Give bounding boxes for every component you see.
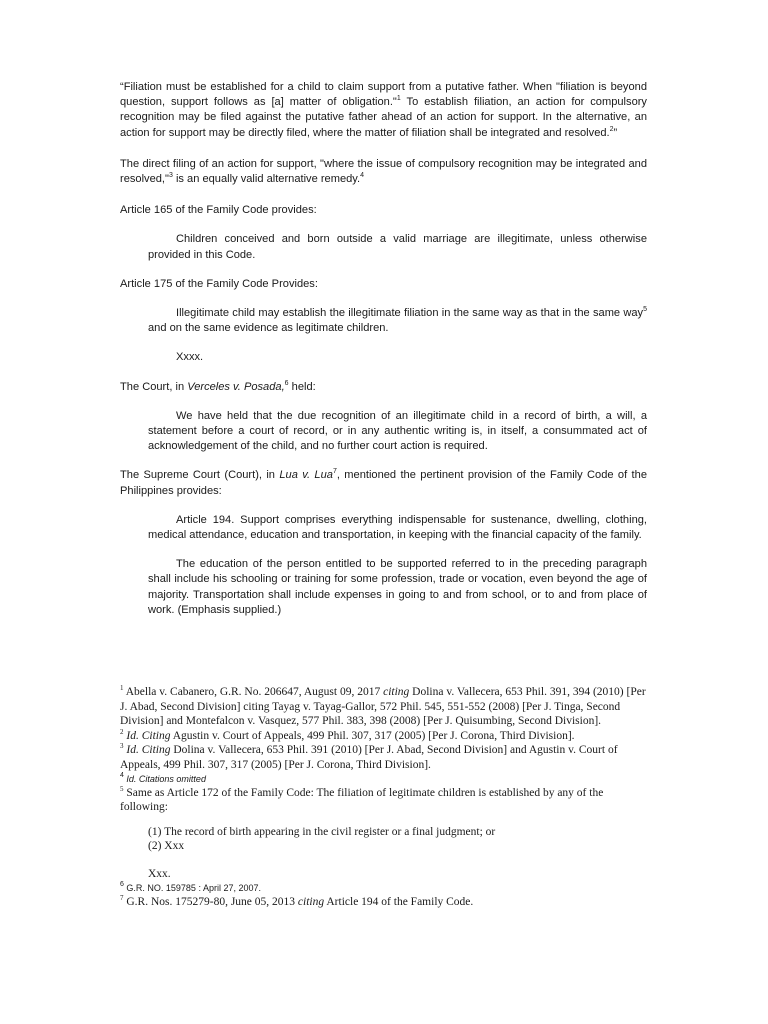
- paragraph-text: “Filiation must be established for a child to claim support from a putative father. When "filiation is beyond question, support follows as [a] matter of obligation.": [120, 81, 647, 109]
- footnote-ref[interactable]: 2: [609, 125, 614, 133]
- footnote-text: Agustin v. Court of Appeals, 499 Phil. 307, 317 (2005) [Per J. Corona, Third Division].: [170, 729, 575, 742]
- paragraph-text: The Supreme Court (Court), in: [120, 469, 280, 482]
- case-name: Lua v. Lua: [279, 469, 333, 482]
- paragraph-text: held:: [288, 380, 316, 393]
- footnote-number: 4: [120, 771, 124, 779]
- footnote-id-citing: Id. Citing: [123, 729, 171, 742]
- footnote-text: Dolina v. Vallecera, 653 Phil. 391 (2010) [Per J. Abad, Second Division] and Agustin v. Court of Appeals, 499 Phil. 307, 317 (2005) [Per J. Corona, Third Division].: [120, 744, 618, 771]
- footnote-7: [120, 895, 650, 910]
- quote-article-165: Children conceived and born outside a valid marriage are illegitimate, unless otherwise provided in this Code.: [148, 233, 647, 261]
- footnote-ref[interactable]: 7: [332, 468, 337, 476]
- footnote-ref[interactable]: 1: [396, 95, 401, 103]
- footnote-citing: citing: [297, 895, 325, 908]
- footnote-ref[interactable]: 3: [168, 172, 173, 180]
- footnote-text: Same as Article 172 of the Family Code: The filiation of legitimate children is established by any of the following:: [120, 786, 604, 814]
- paragraph-article-175-intro: Article 175 of the Family Code Provides:: [120, 277, 318, 290]
- paragraph-text: is an equally valid alternative remedy.: [172, 173, 361, 186]
- footnote-1: [120, 685, 650, 729]
- footnote-number: 6: [120, 880, 124, 888]
- paragraph-verceles: [120, 380, 647, 395]
- quote-text: Illegitimate child may establish the illegitimate filiation in the same way as that in the same way: [176, 307, 644, 320]
- footnote-text: Article 194 of the Family Code.: [324, 895, 474, 908]
- footnote-id-citing: Id. Citing: [123, 744, 171, 757]
- footnote-3: [120, 743, 650, 772]
- paragraph-article-165-intro: Article 165 of the Family Code provides:: [120, 204, 317, 217]
- quote-text: and on the same evidence as legitimate children.: [148, 322, 389, 335]
- footnote-ref[interactable]: 5: [643, 306, 647, 314]
- footnote-text: Id. Citations omitted: [123, 773, 206, 784]
- quote-article-194: Article 194. Support comprises everything indispensable for sustenance, dwelling, clothing, medical attendance, education and transportation, in keeping with the financial capacity of the family.: [148, 513, 647, 542]
- footnote-text: Dolina v. Vallecera, 653 Phil. 391, 394 (2010) [Per J. Abad, Second Division] citing Tayag v. Tayag-Gallor, 572 Phil. 545, 551-552 (2008) [Per J. Tinga, Second Division] and Montefalcon v. Vasquez, 577 Phil. 383, 398 (2008) [Per J. Quisumbing, Second Division].: [120, 686, 646, 728]
- quote-education: The education of the person entitled to be supported referred to in the preceding paragraph shall include his schooling or training for some profession, trade or vocation, even beyond the age of majority. Transportation shall include expenses in going to and from school, or to and from place of work. (Emphasis supplied.): [148, 558, 647, 616]
- footnote-number: 7: [120, 893, 124, 902]
- footnote-2: [120, 729, 650, 744]
- quote-verceles: We have held that the due recognition of an illegitimate child in a record of birth, a will, a statement before a court of record, or in any authentic writing is, in itself, a consummated act of acknowledgement of the child, and no further court action is required.: [148, 409, 647, 453]
- paragraph-text: To establish filiation, an action for compulsory recognition may be filed against the putative father ahead of an action for support. In the alternative, an action for support may be directly filed, where the matter of filiation shall be integrated and resolved.: [120, 96, 647, 139]
- case-name: Verceles v. Posada,: [187, 380, 285, 393]
- footnote-number: 1: [120, 684, 124, 692]
- document-body: [120, 80, 647, 632]
- footnote-text: G.R. Nos. 175279-80, June 05, 2013: [123, 895, 298, 908]
- footnote-ref[interactable]: 6: [284, 379, 289, 387]
- footnote-text: G.R. NO. 159785 : April 27, 2007.: [123, 882, 261, 893]
- paragraph-lua: [120, 468, 647, 498]
- quote-article-175: [148, 306, 647, 336]
- footnote-5-item-2: (2) Xxx: [148, 840, 185, 853]
- footnote-number: 5: [120, 784, 124, 793]
- footnote-6: [120, 882, 650, 895]
- paragraph-text: The Court, in: [120, 380, 188, 393]
- footnote-text: Abella v. Cabanero, G.R. No. 206647, August 09, 2017: [123, 686, 384, 698]
- paragraph-text: ”: [613, 126, 618, 139]
- paragraph-direct-filing: [120, 157, 647, 187]
- footnote-citing: citing: [383, 686, 410, 698]
- footnote-number: 2: [120, 727, 124, 736]
- footnotes: [120, 685, 650, 909]
- quote-xxxx: Xxxx.: [176, 351, 204, 364]
- paragraph-text: The direct filing of an action for support, "where the issue of compulsory recognition may be integrated and resolved,": [120, 157, 647, 186]
- footnote-4: [120, 773, 650, 786]
- footnote-number: 3: [120, 742, 124, 751]
- footnote-5-end: Xxx.: [148, 867, 171, 880]
- footnote-5: [120, 786, 650, 815]
- footnote-ref[interactable]: 4: [360, 172, 365, 180]
- paragraph-text: , mentioned the pertinent provision of the Family Code of the Philippines provides:: [120, 469, 647, 497]
- footnote-5-item-1: (1) The record of birth appearing in the civil register or a final judgment; or: [148, 825, 496, 838]
- paragraph-filiation: [120, 80, 647, 141]
